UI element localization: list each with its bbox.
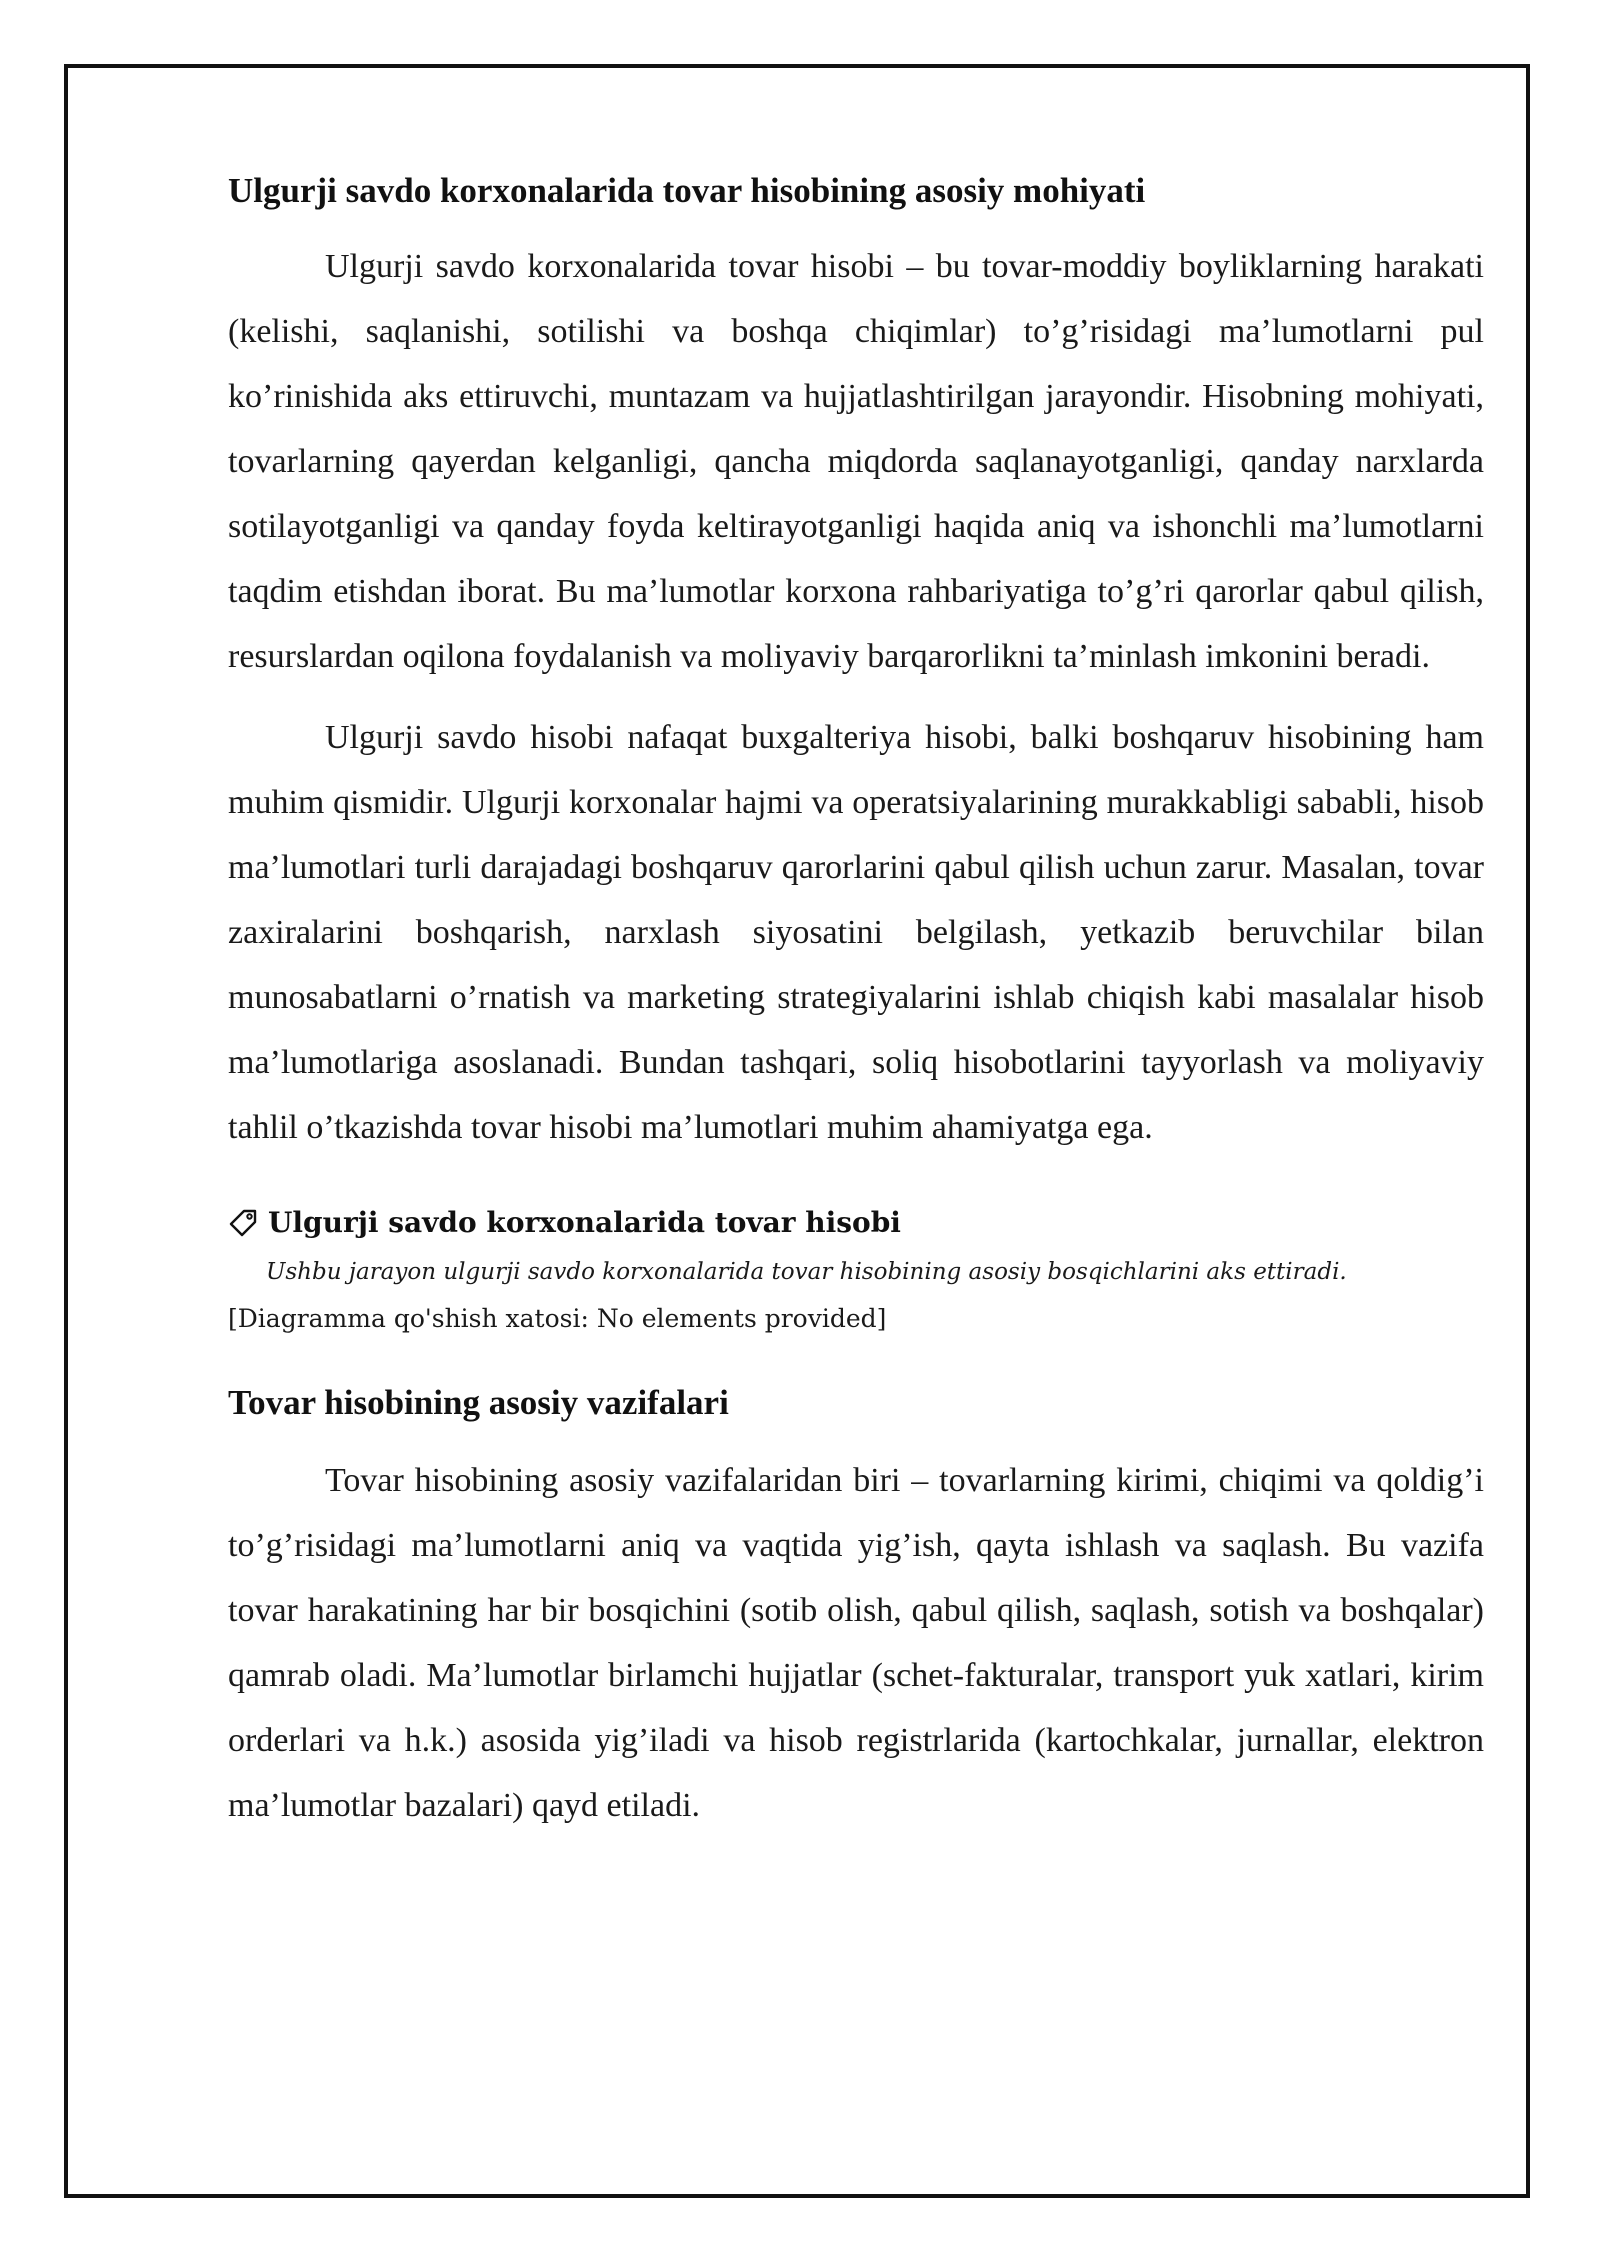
diagram-caption: Ushbu jarayon ulgurji savdo korxonalarida tovar hisobining asosiy bosqichlarini aks ettiradi. bbox=[266, 1258, 1347, 1285]
section-heading-tasks: Tovar hisobining asosiy vazifalari bbox=[228, 1382, 729, 1422]
diagram-title-text: Ulgurji savdo korxonalarida tovar hisobi bbox=[268, 1206, 901, 1239]
paragraph: Ulgurji savdo korxonalarida tovar hisobi – bu tovar-moddiy boyliklarning harakati (kelishi, saqlanishi, sotilishi va boshqa chiqimlar) to’g’risidagi ma’lumotlarni pul ko’rinishida aks ettiruvchi, muntazam va hujjatlashtirilgan jarayondir. Hisobning mohiyati, tovarlarning qayerdan kelganligi, qancha miqdorda saqlanayotganligi, qanday narxlarda sotilayotganligi va qanday foyda keltirayotganligi haqida aniq va ishonchli ma’lumotlarni taqdim etishdan iborat. Bu ma’lumotlar korxona rahbariyatiga to’g’ri qarorlar qabul qilish, resurslardan oqilona foydalanish va moliyaviy barqarorlikni ta’minlash imkonini beradi. bbox=[228, 248, 1484, 675]
diagram-title bbox=[228, 1206, 1484, 1240]
paragraph: Ulgurji savdo hisobi nafaqat buxgalteriya hisobi, balki boshqaruv hisobining ham muhim qismidir. Ulgurji korxonalar hajmi va operatsiyalarining murakkabligi sababli, hisob ma’lumotlari turli darajadagi boshqaruv qarorlarini qabul qilish uchun zarur. Masalan, tovar zaxiralarini boshqarish, narxlash siyosatini belgilash, yetkazib beruvchilar bilan munosabatlarni o’rnatish va marketing strategiyalarini ishlab chiqish kabi masalalar hisob ma’lumotlariga asoslanadi. Bundan tashqari, soliq hisobotlarini tayyorlash va moliyaviy tahlil o’tkazishda tovar hisobi ma’lumotlari muhim ahamiyatga ega. bbox=[228, 719, 1484, 1146]
tag-icon bbox=[228, 1208, 258, 1238]
document-body bbox=[228, 170, 1484, 1838]
paragraph: Tovar hisobining asosiy vazifalaridan biri – tovarlarning kirimi, chiqimi va qoldig’i to’g’risidagi ma’lumotlarni aniq va vaqtida yig’ish, qayta ishlash va saqlash. Bu vazifa tovar harakatining har bir bosqichini (sotib olish, qabul qilish, saqlash, sotish va boshqalar) qamrab oladi. Ma’lumotlar birlamchi hujjatlar (schet-fakturalar, transport yuk xatlari, kirim orderlari va h.k.) asosida yig’iladi va hisob registrlarida (kartochkalar, jurnallar, elektron ma’lumotlar bazalari) qayd etiladi. bbox=[228, 1461, 1484, 1824]
section-heading-essence: Ulgurji savdo korxonalarida tovar hisobining asosiy mohiyati bbox=[228, 171, 1146, 210]
diagram-block bbox=[228, 1206, 1484, 1336]
diagram-error-message: [Diagramma qo'shish xatosi: No elements provided] bbox=[228, 1304, 887, 1334]
